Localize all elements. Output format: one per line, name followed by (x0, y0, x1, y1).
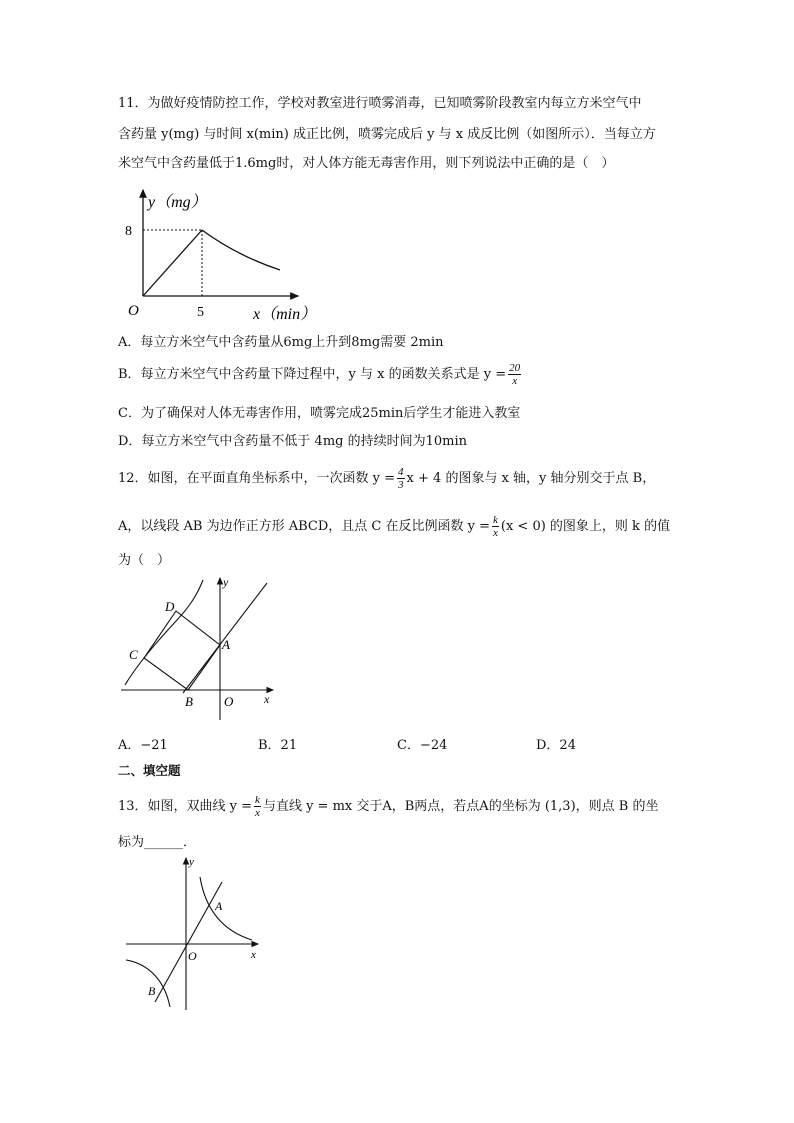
q11-option-b (118, 362, 523, 387)
q11-x-tick: 5 (197, 305, 204, 320)
q12-line2 (118, 514, 670, 539)
q12-line2-post: (x < 0) 的图象上，则 k 的值 (500, 519, 671, 534)
q12-hyperbola (125, 580, 203, 685)
q11-option-b-den: x (512, 375, 518, 387)
q11-line3: 米空气中含药量低于1.6mg时，对人体方能无毒害作用，则下列说法中正确的是（ ） (118, 156, 615, 171)
q12-label-x: x (264, 692, 270, 706)
q12-line1-den: 3 (398, 479, 404, 491)
q11-option-b-text: B．每立方米空气中含药量下降过程中，y 与 x 的函数关系式是 y = (118, 367, 507, 382)
q13-line1 (118, 794, 658, 819)
q13-label-x: x (251, 949, 256, 961)
q11-x-label: x（min） (253, 306, 317, 323)
q12-label-a: A (222, 637, 230, 652)
q12-line2-den: x (493, 527, 498, 539)
q12-option-d: D．24 (536, 738, 576, 753)
q12-label-c: C (129, 647, 138, 662)
q13-label-b: B (148, 984, 156, 998)
q13-line2: 标为______． (118, 835, 197, 850)
q11-graph (110, 185, 340, 325)
q11-option-c: C．为了确保对人体无毒害作用，喷雾完成25min后学生才能进入教室 (118, 406, 521, 421)
q11-origin: O (128, 303, 139, 319)
q12-square (144, 611, 220, 690)
q13-line1-mid: 与直线 y = mx 交于A，B两点，若点A的坐标为 (1,3)，则点 B 的坐 (262, 799, 659, 814)
q11-option-a: A．每立方米空气中含药量从6mg上升到8mg需要 2min (118, 335, 444, 350)
q11-line1: 11．为做好疫情防控工作，学校对教室进行喷雾消毒，已知喷雾阶段教室内每立方米空气中 (118, 96, 642, 111)
q12-label-y: y (223, 575, 229, 589)
q12-option-c: C．−24 (397, 738, 448, 753)
q13-figure (120, 852, 270, 1012)
q11-decay-curve (202, 230, 280, 270)
q13-line1-pre: 13．如图，双曲线 y = (118, 799, 253, 814)
q12-figure (115, 575, 285, 725)
q12-label-d: D (165, 599, 175, 614)
q13-label-o: O (188, 949, 197, 963)
q13-line1-num: k (255, 794, 260, 806)
q11-line2: 含药量 y(mg) 与时间 x(min) 成正比例，喷雾完成后 y 与 x 成反比例（如图所示）．当每立方 (118, 127, 656, 142)
q12-line1-num: 4 (398, 466, 404, 478)
q11-option-d: D．每立方米空气中含药量不低于 4mg 的持续时间为10min (118, 434, 468, 449)
q12-line2-num: k (493, 514, 498, 526)
q12-line3: 为（ ） (118, 553, 171, 568)
q12-line1-fraction (397, 466, 405, 491)
q12-line1-post: x + 4 的图象与 x 轴，y 轴分别交于点 B， (406, 471, 656, 486)
q11-rising-line (143, 230, 202, 296)
q12-label-b: B (185, 694, 193, 709)
q13-label-y: y (189, 856, 194, 868)
q11-y-tick: 8 (125, 224, 132, 239)
q12-option-b: B．21 (258, 738, 298, 753)
q12-label-o: O (224, 694, 234, 709)
q13-line1-den: x (255, 807, 260, 819)
q11-option-b-num: 20 (509, 362, 521, 374)
q13-label-a: A (215, 899, 223, 913)
q13-line-y-mx (155, 882, 222, 1002)
q11-option-b-fraction (508, 362, 521, 387)
q13-line1-fraction (254, 794, 261, 819)
q12-option-a: A．−21 (118, 738, 168, 753)
q11-y-label: y（mg） (148, 194, 207, 211)
q12-line1-pre: 12．如图，在平面直角坐标系中，一次函数 y = (118, 471, 396, 486)
q12-line2-pre: A，以线段 AB 为边作正方形 ABCD，且点 C 在反比例函数 y = (118, 519, 490, 534)
q12-line1 (118, 466, 655, 491)
q12-line2-fraction (492, 514, 499, 539)
section-title: 二、填空题 (118, 763, 181, 778)
